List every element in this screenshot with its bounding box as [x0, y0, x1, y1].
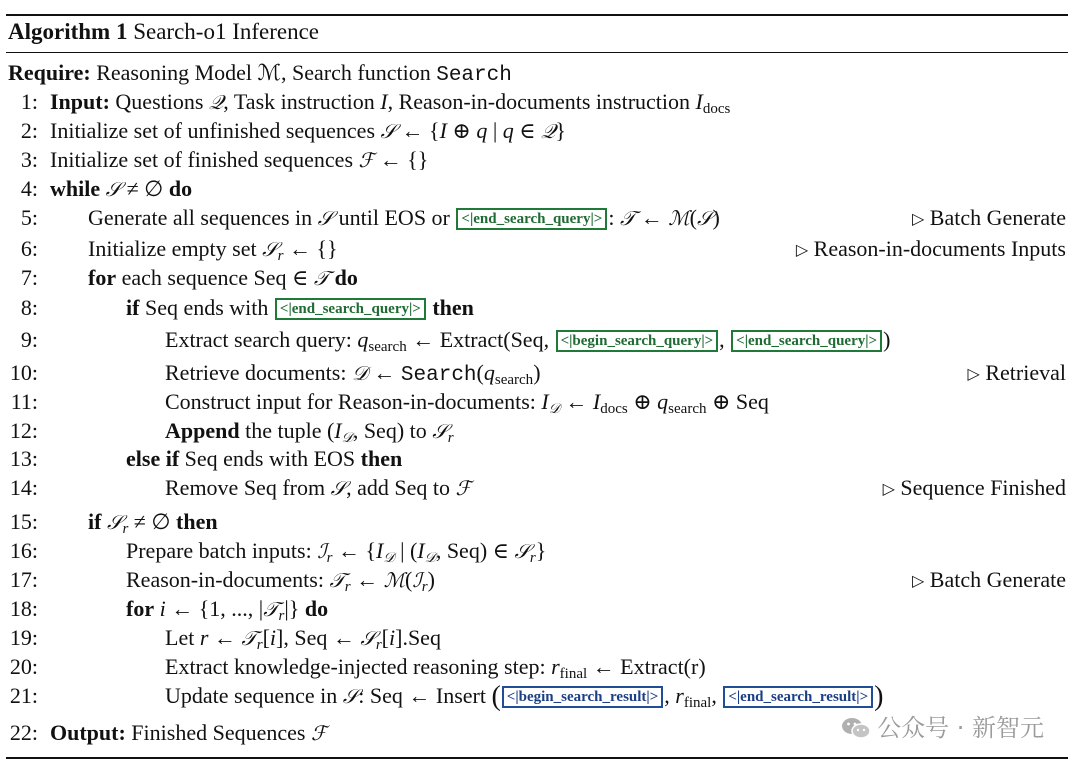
bottom-rule [6, 757, 1068, 759]
comment-batch-generate: ▷ Batch Generate [911, 205, 1066, 230]
token-end-search-result: <|end_search_result|> [723, 686, 873, 708]
comment-retrieval: ▷ Retrieval [967, 360, 1066, 385]
algorithm-name: Search-o1 Inference [133, 19, 320, 44]
algo-line-7: 7: for each sequence Seq ∈ 𝒯 do [20, 265, 358, 290]
token-begin-search-query: <|begin_search_query|> [556, 330, 719, 352]
algo-line-10: 10: Retrieve documents: 𝒟 ← $Search(q_{search})$ ▷ Retrieval [9, 360, 1066, 388]
algo-line-20: 20: Extract knowledge-injected reasoning step: $r_{final}$ ← Extract(r) [9, 654, 706, 682]
algo-line-5: 5: Generate all sequences in 𝒮 until EOS or <|end_search_query|> : 𝒯 ← ℳ(𝒮) ▷ Batch Generate [0, 203, 1066, 232]
algo-line-3: 3: Initialize set of finished sequences ℱ ← {} [20, 147, 429, 172]
comment-sequence-finished: ▷ Sequence Finished [882, 475, 1066, 500]
algo-line-17: 17: Reason-in-documents: 𝒯$_r$ ← ℳ(ℐ$_r$) ▷ Batch Generate [9, 567, 1066, 595]
algo-line-18: 18: for i ← {1, ..., |𝒯$_r$|} do [9, 596, 329, 624]
algo-line-19: 19: Let r ← 𝒯$_r$[i], Seq ← 𝒮$_r$[i].Seq [9, 625, 441, 653]
token-end-search-query: <|end_search_query|> [275, 298, 426, 320]
algo-line-13: 13: else if Seq ends with EOS then [9, 446, 403, 471]
token-end-search-query: <|end_search_query|> [456, 208, 607, 230]
comment-reason-inputs: ▷ Reason-in-documents Inputs [795, 236, 1066, 261]
wechat-icon [841, 716, 871, 740]
watermark: 公众号 · 新智元 [841, 708, 1044, 743]
comment-batch-generate: ▷ Batch Generate [911, 567, 1066, 592]
title-rule [6, 52, 1068, 53]
algo-line-11: 11: Construct input for Reason-in-documents: $I_𝒟$ ← $I_{docs}$ ⊕ $q_{search}$ ⊕ Seq [10, 389, 769, 417]
token-begin-search-result: <|begin_search_result|> [502, 686, 663, 708]
token-end-search-query: <|end_search_query|> [731, 330, 882, 352]
algo-line-6: 6: Initialize empty set 𝒮$_r$ ← {} ▷ Reason-in-documents Inputs [20, 236, 1066, 264]
algo-line-9: 9: Extract search query: $q_{search}$ ← Extract(Seq, <|begin_search_query|> , <|end_search_query|> ) [20, 327, 891, 355]
algo-line-15: 15: if 𝒮$_r$ ≠ ∅ then [9, 509, 218, 537]
algo-line-2: 2: Initialize set of unfinished sequences 𝒮 ← {I ⊕ q | q ∈ 𝒬} [20, 118, 566, 143]
algo-line-21: 21: Update sequence in 𝒮: Seq ← Insert ( <|begin_search_result|> , $r_{final}$, <|end_search_result|> ) [9, 681, 884, 712]
algo-line-4: 4: while 𝒮 ≠ ∅ do [20, 176, 193, 201]
algo-line-1: 1: Input: Questions 𝒬, Task instruction I, Reason-in-documents instruction $I_{docs}$ [20, 89, 731, 117]
algo-line-14: 14: Remove Seq from 𝒮, add Seq to ℱ ▷ Sequence Finished [0, 473, 1066, 502]
algo-line-16: 16: Prepare batch inputs: ℐ$_r$ ← {$I_𝒟$ | ($I_𝒟$, Seq) ∈ 𝒮$_r$} [9, 538, 547, 566]
require-line: Require: Reasoning Model ℳ, Search function Search [8, 60, 512, 87]
algorithm-title [8, 17, 319, 47]
top-rule [6, 14, 1068, 16]
algo-line-22: 22: Output: Finished Sequences ℱ [9, 720, 327, 745]
algo-line-12: 12: Append the tuple ($I_𝒟$, Seq) to 𝒮$_r$ [9, 418, 454, 446]
algo-line-8: 8: if Seq ends with <|end_search_query|> then [20, 295, 474, 320]
algorithm-label: Algorithm 1 [8, 19, 128, 44]
